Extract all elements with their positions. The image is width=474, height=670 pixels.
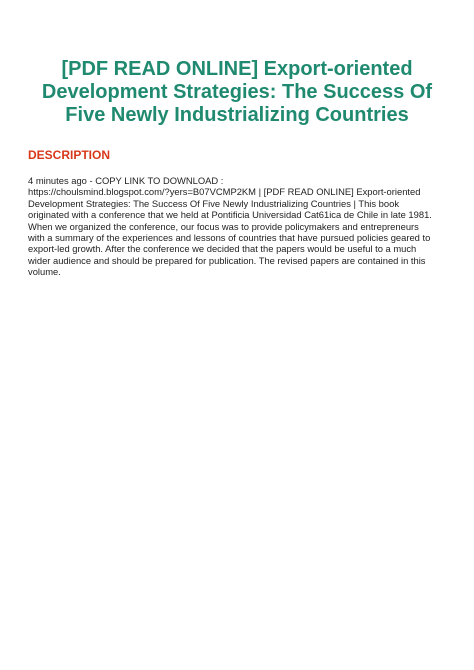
description-text: 4 minutes ago - COPY LINK TO DOWNLOAD : https://choulsmind.blogspot.com/?yers=B07VCMP2KM | [PDF READ ONLINE] Export-oriented Development Strategies: The Success Of Five Newly Industrializing Countries | This book originated with a conference that we held at Pontificia Universidad Cat61ica de Chile in late 1981. When we organized the conference, our focus was to provide policymakers and entrepreneurs with a summary of the experiences and lessons of countries that have pursued policies geared to export-led growth. After the conference we decided that the papers would be useful to a much wider audience and should be prepared for publication. The revised papers are contained in this volume.: [28, 175, 432, 278]
description-heading: DESCRIPTION: [28, 148, 111, 162]
document-title: [PDF READ ONLINE] Export-oriented Development Strategies: The Success Of Five Newly Industrializing Countries: [41, 58, 433, 126]
